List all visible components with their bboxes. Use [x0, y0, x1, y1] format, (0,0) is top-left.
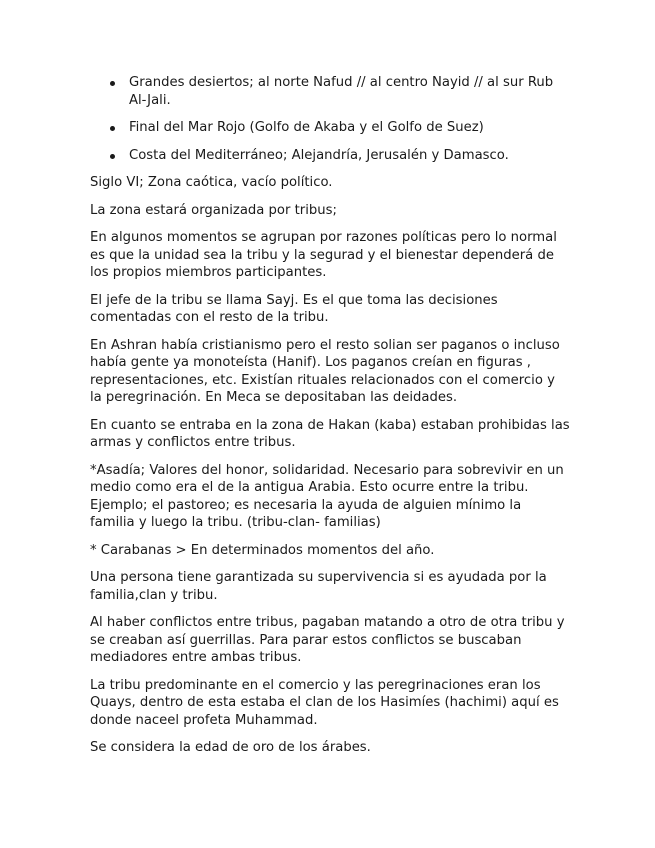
paragraph: En algunos momentos se agrupan por razones políticas pero lo normal es que la unidad sea la tribu y la segurad y el bienestar dependerá de los propios miembros participantes. — [90, 230, 557, 280]
bullet-item — [90, 147, 570, 165]
bullet-text: Costa del Mediterráneo; Alejandría, Jerusalén y Damasco. — [129, 147, 509, 163]
bullet-dot-icon — [110, 154, 115, 159]
bullet-item — [90, 74, 570, 109]
bullet-list — [90, 74, 570, 164]
paragraph: La tribu predominante en el comercio y las peregrinaciones eran los Quays, dentro de esta estaba el clan de los Hasimíes (hachimi) aquí es donde naceel profeta Muhammad. — [90, 677, 559, 728]
paragraph: Se considera la edad de oro de los árabes. — [90, 740, 371, 755]
paragraph: Una persona tiene garantizada su supervivencia si es ayudada por la familia,clan y tribu. — [90, 570, 547, 603]
bullet-dot-icon — [110, 81, 115, 86]
document-page — [90, 74, 570, 767]
paragraph: * Carabanas > En determinados momentos del año. — [90, 542, 435, 558]
bullet-item — [90, 119, 570, 137]
paragraph: En Ashran había cristianismo pero el resto solian ser paganos o incluso había gente ya monoteísta (Hanif). Los paganos creían en figuras , representaciones, etc. Existían rituales relacionados con el comercio y la peregrinación. En Meca se depositaban las deidades. — [90, 337, 560, 405]
bullet-dot-icon — [110, 126, 115, 131]
paragraph: La zona estará organizada por tribus; — [90, 202, 337, 218]
paragraph: Al haber conflictos entre tribus, pagaban matando a otro de otra tribu y se creaban así guerrillas. Para parar estos conflictos se buscaban mediadores entre ambas tribus. — [90, 615, 565, 665]
paragraph: El jefe de la tribu se llama Sayj. Es el que toma las decisiones comentadas con el resto de la tribu. — [90, 292, 498, 325]
bullet-text: Final del Mar Rojo (Golfo de Akaba y el Golfo de Suez) — [129, 120, 484, 135]
paragraph: En cuanto se entraba en la zona de Hakan (kaba) estaban prohibidas las armas y conflictos entre tribus. — [90, 417, 570, 450]
bullet-text: Grandes desiertos; al norte Nafud // al centro Nayid // al sur Rub Al-Jali. — [129, 75, 554, 108]
paragraph: *Asadía; Valores del honor, solidaridad. Necesario para sobrevivir en un medio como era el de la antigua Arabia. Esto ocurre entre la tribu. Ejemplo; el pastoreo; es necesaria la ayuda de alguien mínimo la familia y luego la tribu. (tribu-clan- familias) — [90, 462, 564, 530]
paragraph: Siglo VI; Zona caótica, vacío político. — [90, 175, 333, 190]
